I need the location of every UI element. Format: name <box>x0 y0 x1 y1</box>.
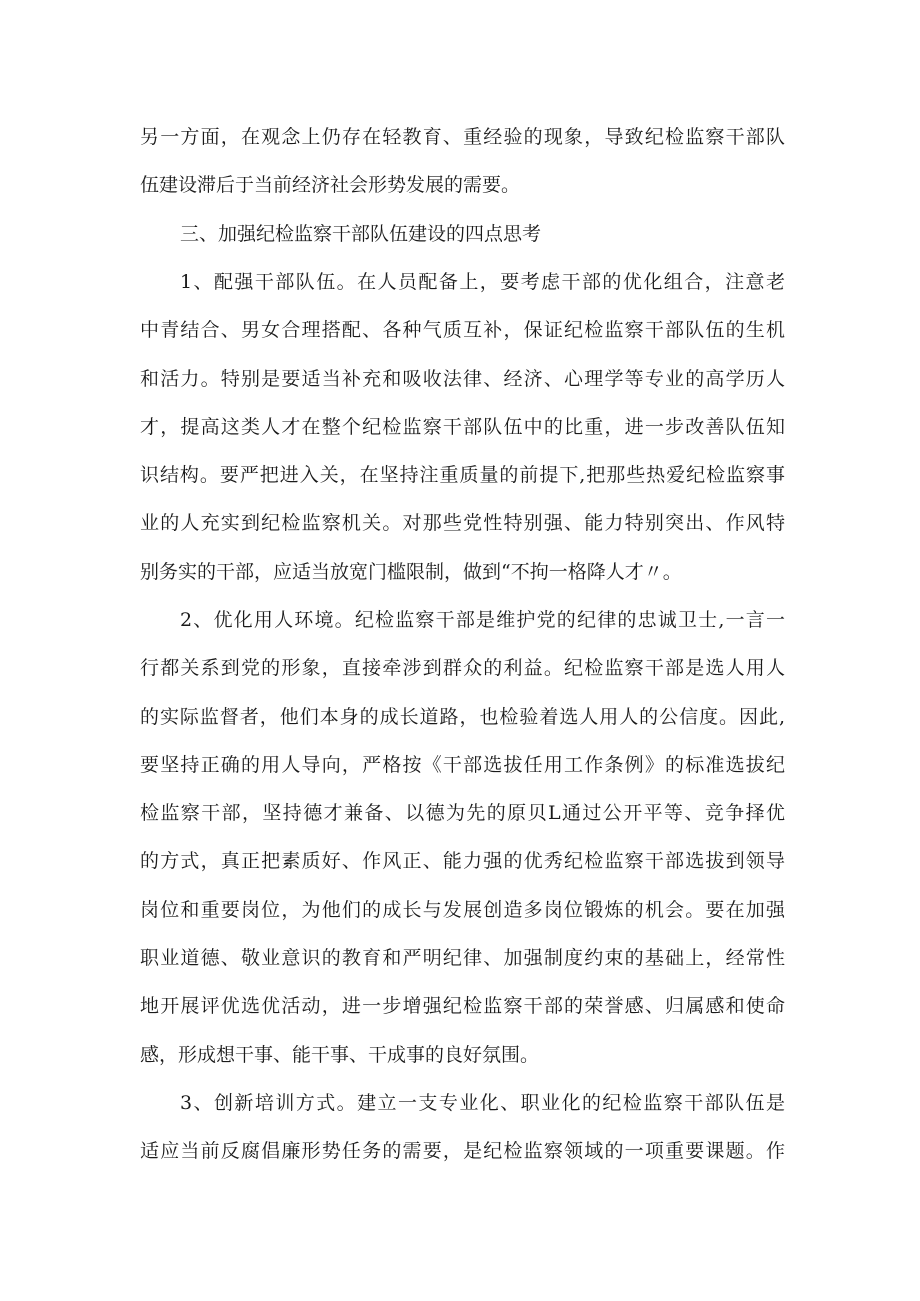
paragraph-line: 伍建设滞后于当前经济社会形势发展的需要。 <box>140 174 521 196</box>
paragraph-line: 职业道德、敬业意识的教育和严明纪律、加强制度约束的基础上，经常性 <box>140 947 785 969</box>
paragraph-line: 3、创新培训方式。建立一支专业化、职业化的纪检监察干部队伍是 <box>180 1092 785 1114</box>
paragraph-line: 另一方面，在观念上仍存在轻教育、重经验的现象，导致纪检监察干部队 <box>140 126 785 148</box>
paragraph-line: 检监察干部，坚持德才兼备、以德为先的原贝L通过公开平等、竞争择优 <box>140 802 785 824</box>
paragraph-line: 地开展评优选优活动，进一步增强纪检监察干部的荣誉感、归属感和使命 <box>140 995 785 1017</box>
paragraph-line: 的实际监督者，他们本身的成长道路，也检验着选人用人的公信度。因此, <box>140 706 785 728</box>
paragraph-line: 要坚持正确的用人导向，严格按《干部选拔任用工作条例》的标准选拔纪 <box>140 754 785 776</box>
paragraph-line: 中青结合、男女合理搭配、各种气质互补，保证纪检监察干部队伍的生机 <box>140 319 785 341</box>
paragraph-line: 别务实的干部，应适当放宽门槛限制，做到“不拘一格降人才〃。 <box>140 561 682 583</box>
paragraph-line: 的方式，真正把素质好、作风正、能力强的优秀纪检监察干部选拔到领导 <box>140 850 785 872</box>
paragraph-line: 业的人充实到纪检监察机关。对那些党性特别强、能力特别突出、作风特 <box>140 512 785 534</box>
paragraph-line: 适应当前反腐倡廉形势任务的需要，是纪检监察领域的一项重要课题。作 <box>140 1140 785 1162</box>
paragraph-line: 才，提高这类人才在整个纪检监察干部队伍中的比重，进一步改善队伍知 <box>140 416 785 438</box>
paragraph-line: 和活力。特别是要适当补充和吸收法律、经济、心理学等专业的高学历人 <box>140 368 785 390</box>
section-heading: 三、加强纪检监察干部队伍建设的四点思考 <box>180 223 542 245</box>
paragraph-line: 感，形成想干事、能干事、干成事的良好氛围。 <box>140 1044 540 1066</box>
paragraph-line: 行都关系到党的形象，直接牵涉到群众的利益。纪检监察干部是选人用人 <box>140 657 785 679</box>
paragraph-line: 岗位和重要岗位，为他们的成长与发展创造多岗位锻炼的机会。要在加强 <box>140 899 785 921</box>
paragraph-line: 1、配强干部队伍。在人员配备上，要考虑干部的优化组合，注意老 <box>180 271 785 293</box>
paragraph-line: 2、优化用人环境。纪检监察干部是维护党的纪律的忠诚卫士,一言一 <box>180 609 785 631</box>
paragraph-line: 识结构。要严把进入关，在坚持注重质量的前提下,把那些热爱纪检监察事 <box>140 464 785 486</box>
